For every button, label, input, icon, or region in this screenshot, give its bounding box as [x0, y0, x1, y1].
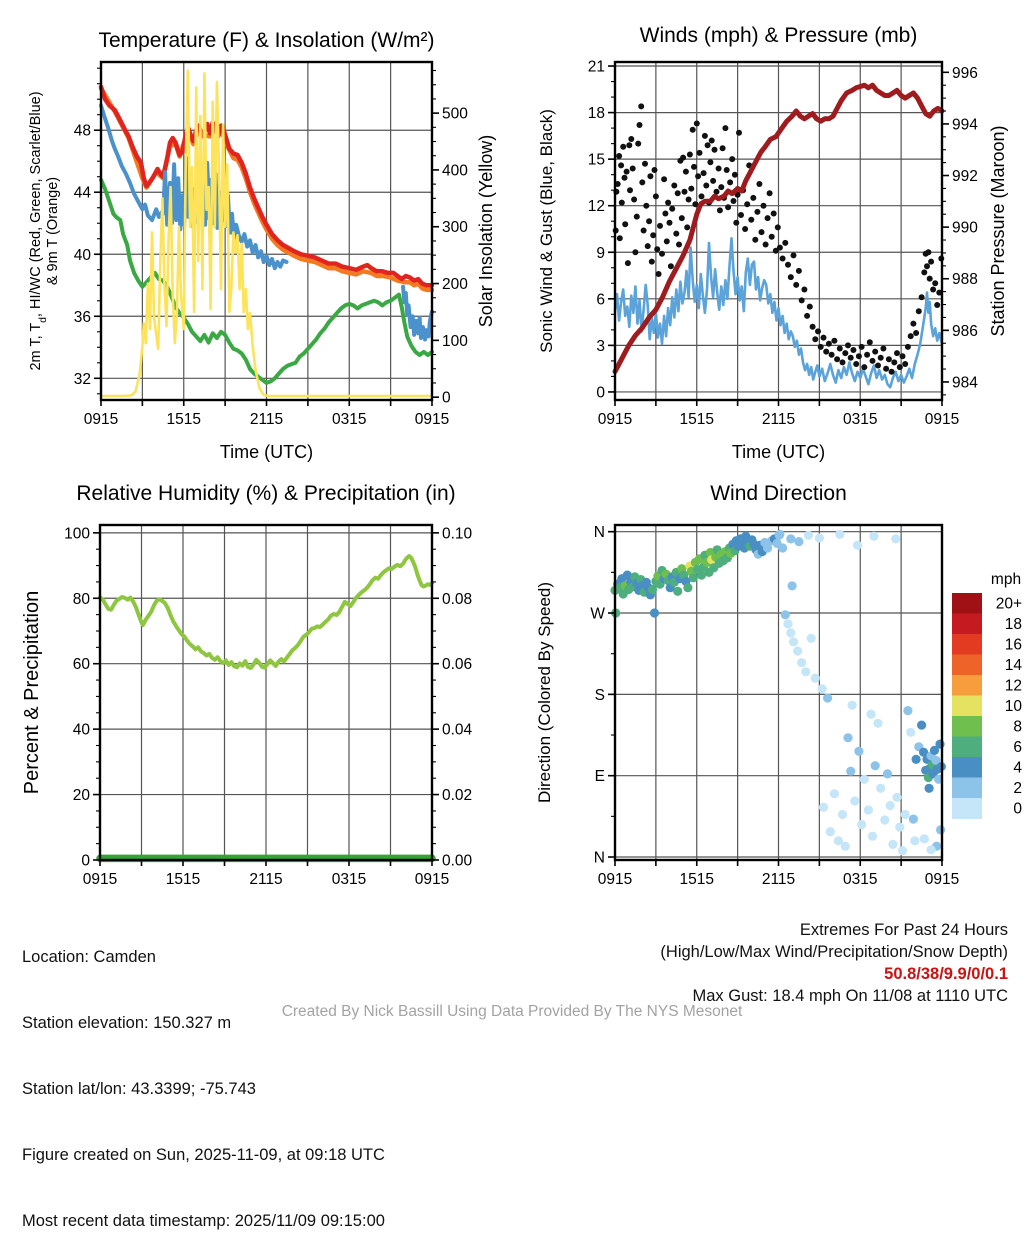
svg-text:18: 18 — [587, 105, 605, 123]
recent-data-timestamp: Most recent data timestamp: 2025/11/09 09:15:00 — [22, 1212, 385, 1230]
svg-text:0315: 0315 — [843, 871, 878, 888]
svg-text:32: 32 — [73, 370, 91, 388]
svg-text:N: N — [593, 849, 605, 867]
station-location: Location: Camden — [22, 948, 156, 966]
svg-text:300: 300 — [442, 219, 468, 237]
svg-text:1515: 1515 — [166, 411, 201, 428]
y-axis-label-right: Solar Insolation (Yellow) — [476, 134, 496, 328]
y-axis-label-left: Percent & Precipitation — [21, 590, 43, 795]
svg-text:100: 100 — [442, 332, 468, 350]
x-axis-label: Time (UTC) — [219, 442, 314, 462]
svg-text:40: 40 — [73, 246, 91, 264]
extremes-summary — [660, 919, 1008, 1007]
svg-text:40: 40 — [72, 721, 90, 739]
svg-text:S: S — [594, 686, 605, 704]
svg-text:0: 0 — [442, 389, 451, 407]
legend-swatch — [952, 675, 982, 696]
svg-text:6: 6 — [596, 291, 605, 309]
svg-text:48: 48 — [73, 122, 91, 140]
svg-text:12: 12 — [587, 198, 605, 216]
svg-text:0.10: 0.10 — [442, 525, 473, 543]
svg-text:0315: 0315 — [331, 871, 367, 888]
svg-text:1515: 1515 — [679, 871, 714, 888]
svg-text:E: E — [594, 768, 605, 786]
chart-title: Temperature (F) & Insolation (W/m²) — [98, 29, 435, 52]
humidity-precipitation-chart — [0, 470, 512, 916]
svg-text:21: 21 — [587, 58, 605, 76]
svg-text:0.08: 0.08 — [442, 590, 473, 608]
svg-text:80: 80 — [72, 590, 90, 608]
chart-title: Winds (mph) & Pressure (mb) — [639, 24, 918, 47]
legend-label: 4 — [1013, 759, 1022, 777]
svg-text:0.02: 0.02 — [442, 787, 473, 805]
svg-text:1515: 1515 — [679, 411, 714, 428]
svg-text:0915: 0915 — [83, 411, 119, 428]
wind-direction-chart — [512, 470, 1024, 916]
legend-label: 10 — [1004, 698, 1022, 715]
svg-text:0915: 0915 — [924, 871, 960, 888]
svg-text:44: 44 — [73, 184, 91, 202]
legend-swatch — [952, 593, 982, 614]
svg-text:9: 9 — [596, 244, 605, 262]
legend-label: 2 — [1013, 780, 1022, 797]
svg-text:0915: 0915 — [414, 411, 450, 428]
svg-text:0.00: 0.00 — [442, 852, 473, 870]
svg-text:0: 0 — [81, 852, 90, 870]
legend-label: 20+ — [995, 595, 1022, 613]
svg-text:1515: 1515 — [165, 871, 201, 888]
legend-label: 0 — [1013, 800, 1022, 818]
axis-tick-labels — [64, 525, 472, 888]
legend-swatch — [952, 614, 982, 635]
svg-text:100: 100 — [64, 525, 90, 543]
y-axis-label-right: Station Pressure (Maroon) — [988, 125, 1008, 337]
legend-swatch — [952, 778, 982, 799]
svg-text:15: 15 — [587, 151, 605, 169]
figure-created-timestamp: Figure created on Sun, 2025-11-09, at 09:18 UTC — [22, 1146, 385, 1164]
svg-text:0315: 0315 — [843, 411, 878, 428]
svg-text:2115: 2115 — [249, 411, 284, 428]
gridlines — [615, 62, 942, 400]
max-gust-line: Max Gust: 18.4 mph On 11/08 at 1110 UTC — [692, 987, 1008, 1005]
speed-colorbar-legend — [952, 571, 1022, 819]
extremes-title: Extremes For Past 24 Hours — [799, 921, 1008, 939]
legend-swatch — [952, 737, 982, 758]
legend-swatch — [952, 696, 982, 717]
svg-text:0: 0 — [596, 384, 605, 402]
x-axis-label: Time (UTC) — [731, 442, 826, 462]
station-elevation: Station elevation: 150.327 m — [22, 1014, 232, 1032]
legend-label: 16 — [1004, 636, 1022, 654]
svg-text:0915: 0915 — [414, 871, 450, 888]
y-axis-label-left: Direction (Colored By Speed) — [535, 581, 554, 804]
legend-label: 18 — [1004, 616, 1022, 633]
credit-line: Created By Nick Bassill Using Data Provided By The NYS Mesonet — [281, 1003, 743, 1020]
svg-text:3: 3 — [596, 337, 605, 355]
legend-title: mph — [990, 571, 1022, 588]
svg-text:0.06: 0.06 — [442, 656, 473, 674]
svg-text:984: 984 — [952, 374, 978, 392]
svg-text:994: 994 — [952, 116, 978, 134]
winds-pressure-chart — [512, 0, 1024, 470]
legend-label: 14 — [1004, 657, 1022, 674]
legend-swatch — [952, 655, 982, 676]
svg-text:2115: 2115 — [761, 411, 796, 428]
legend-swatch — [952, 716, 982, 737]
svg-text:2115: 2115 — [761, 871, 796, 888]
svg-text:992: 992 — [952, 168, 978, 186]
legend-label: 8 — [1013, 718, 1022, 736]
y-axis-label-left: & 9m T (Orange) — [45, 176, 61, 286]
chart-title: Wind Direction — [710, 482, 847, 505]
station-latlon: Station lat/lon: 43.3399; -75.743 — [22, 1080, 256, 1098]
legend-swatch — [952, 757, 982, 778]
svg-text:0.04: 0.04 — [442, 721, 473, 739]
svg-text:988: 988 — [952, 271, 978, 289]
station-info — [22, 902, 385, 1254]
svg-text:996: 996 — [952, 64, 978, 82]
svg-text:0915: 0915 — [82, 871, 118, 888]
svg-text:0915: 0915 — [597, 411, 633, 428]
temperature-insolation-chart — [0, 0, 512, 470]
svg-text:0915: 0915 — [597, 871, 633, 888]
y-axis-label-left: 2m T, $T_d$, HI/WC (Red, Green, Scarlet/Blue) — [28, 91, 49, 371]
svg-text:36: 36 — [73, 308, 91, 326]
svg-text:0315: 0315 — [332, 411, 367, 428]
svg-text:990: 990 — [952, 219, 978, 237]
svg-text:N: N — [593, 524, 605, 542]
svg-text:60: 60 — [72, 656, 90, 674]
legend-label: 12 — [1004, 677, 1022, 695]
legend-label: 6 — [1013, 739, 1022, 756]
extremes-subtitle: (High/Low/Max Wind/Precipitation/Snow Depth) — [660, 943, 1008, 961]
svg-text:200: 200 — [442, 276, 468, 294]
svg-text:0915: 0915 — [924, 411, 960, 428]
svg-text:W: W — [590, 605, 605, 623]
legend-swatch — [952, 634, 982, 655]
svg-text:2115: 2115 — [249, 871, 283, 888]
chart-title: Relative Humidity (%) & Precipitation (in) — [76, 482, 456, 505]
svg-text:500: 500 — [442, 105, 468, 123]
svg-text:400: 400 — [442, 162, 468, 180]
y-axis-label-left: Sonic Wind & Gust (Blue, Black) — [537, 109, 556, 353]
svg-text:986: 986 — [952, 322, 978, 340]
legend-swatch — [952, 798, 982, 819]
svg-text:20: 20 — [72, 787, 90, 805]
extremes-values: 50.8/38/9.9/0/0.1 — [884, 965, 1008, 983]
